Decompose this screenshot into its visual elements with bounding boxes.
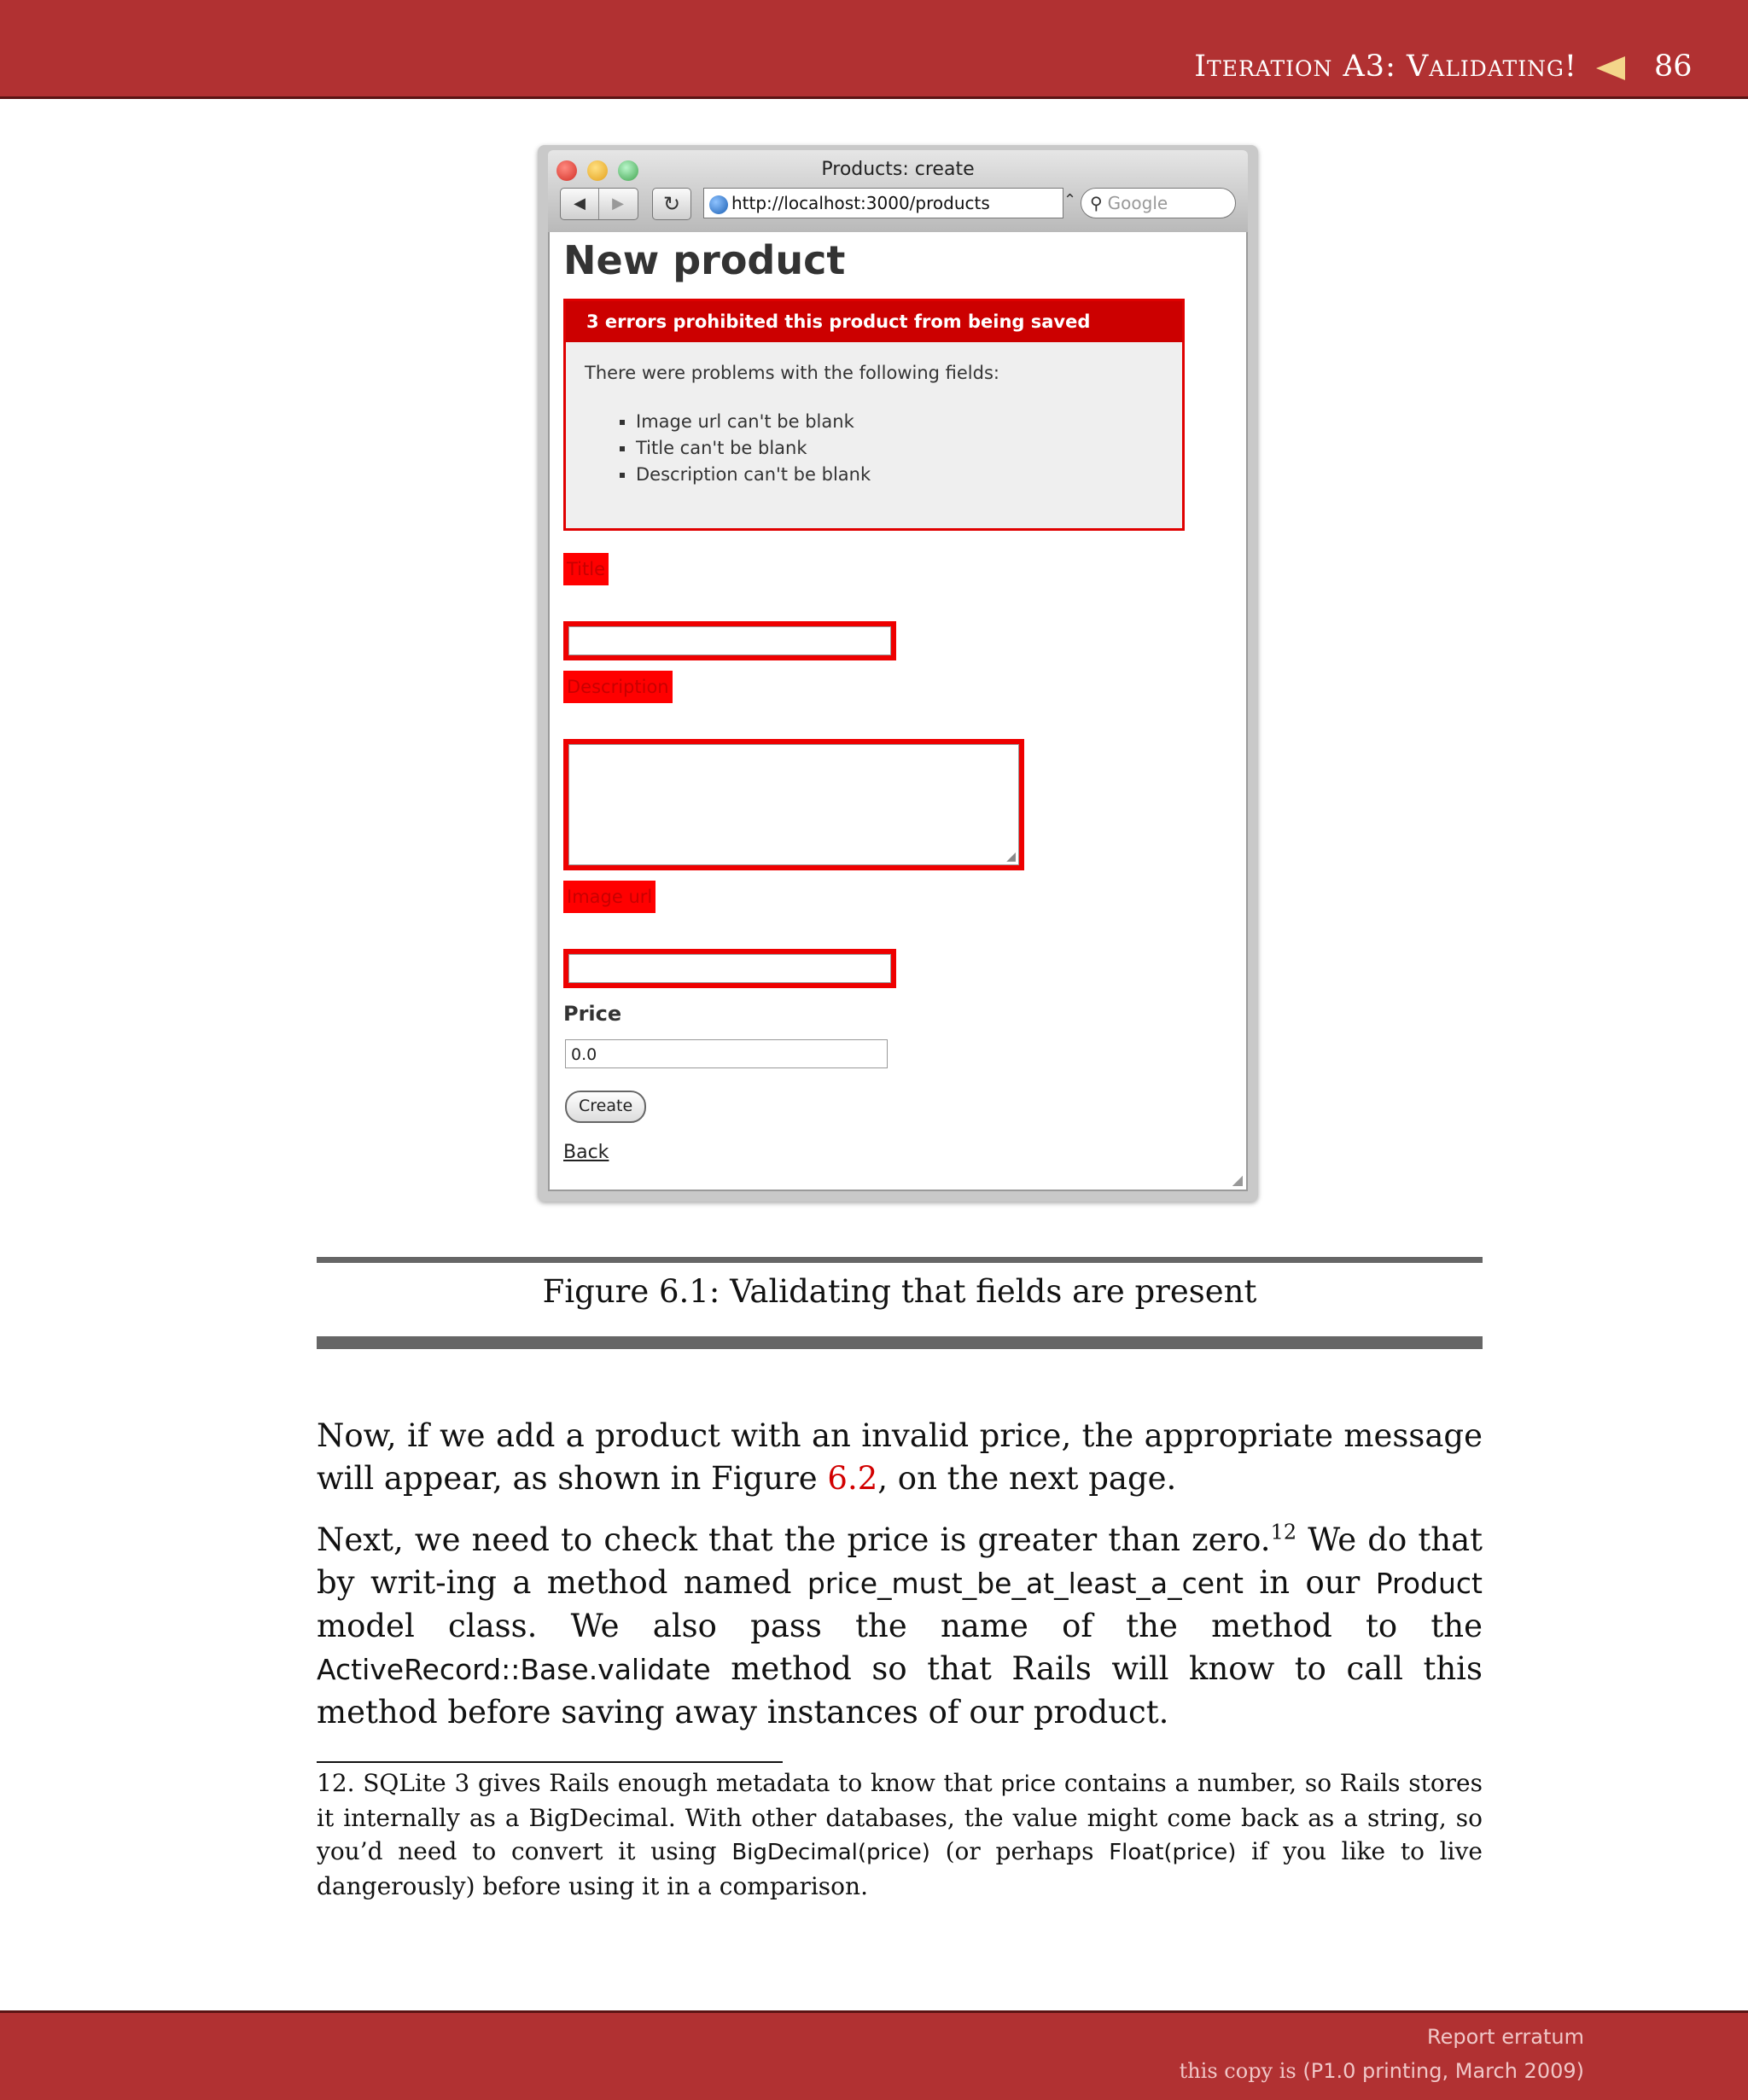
image-url-input[interactable]: [563, 949, 896, 988]
search-placeholder: Google: [1107, 193, 1168, 213]
figure-ref-link[interactable]: 6.2: [827, 1460, 878, 1497]
footnote: 12. SQLite 3 gives Rails enough metadata to know that price contains a number, so Rails stores it internally as a BigDecimal. With other databases, the value might come back as a string, so you’d need to convert it using BigDecimal(price) (or perhaps Float(price) if you like to live dangerously) before using it in a comparison.: [317, 1769, 1483, 1900]
page-viewport: [548, 232, 1248, 1191]
back-arrow-icon[interactable]: [1596, 56, 1625, 80]
error-intro: There were problems with the following fields:: [585, 363, 999, 383]
paragraph: Now, if we add a product with an invalid price, the appropriate message will appear, as shown in Figure 6.2, on the next page.: [317, 1417, 1483, 1497]
title-label: Title: [563, 553, 609, 585]
copy-notice: this copy is (P1.0 printing, March 2009): [1179, 2059, 1584, 2083]
image-url-label: Image url: [563, 881, 656, 913]
code-term: ActiveRecord::Base.validate: [317, 1653, 711, 1686]
error-list: [585, 409, 871, 488]
back-icon[interactable]: ◀: [561, 189, 599, 219]
forward-icon[interactable]: ▶: [612, 195, 624, 212]
figure-caption: Figure 6.1: Validating that fields are present: [542, 1273, 1257, 1310]
code-term: price_must_be_at_least_a_cent: [807, 1567, 1244, 1600]
error-item: ▪ Title can't be blank: [636, 435, 871, 462]
error-heading: 3 errors prohibited this product from being saved: [566, 301, 1182, 342]
error-explanation: [563, 299, 1185, 531]
page-number: 86: [1654, 49, 1693, 84]
price-label: Price: [563, 1002, 622, 1026]
window-resize-icon[interactable]: ◢: [1232, 1172, 1243, 1188]
paragraph: Next, we need to check that the price is greater than zero.$^{12}$ We do that by writ-ing a method named price_must_be_at_least_a_cent in our Product model class. We also pass the name of the method to the ActiveRecord::Base.validate method so that Rails will know to call this method before saving away instances of our product.: [317, 1520, 1483, 1731]
error-item: ▪ Image url can't be blank: [636, 409, 871, 435]
running-title: Iteration A3: Validating!: [1194, 49, 1577, 84]
browser-screenshot: [538, 145, 1258, 1201]
address-bar[interactable]: [703, 188, 1063, 218]
code-term: Product: [1375, 1567, 1483, 1600]
footnote-ref[interactable]: 12: [1270, 1520, 1297, 1544]
address-text: http://localhost:3000/products: [731, 193, 990, 213]
footnote-rule: [317, 1761, 783, 1763]
reload-icon[interactable]: ↻: [652, 188, 691, 220]
report-erratum-link[interactable]: Report erratum: [1427, 2025, 1584, 2049]
price-input[interactable]: 0.0: [565, 1039, 888, 1068]
globe-icon: [709, 195, 728, 214]
error-item: ▪ Description can't be blank: [636, 462, 871, 488]
history-buttons: [560, 188, 638, 220]
resize-grip-icon[interactable]: ◢: [1006, 850, 1016, 864]
caption-rule-bottom: [317, 1336, 1483, 1349]
page-title: New product: [563, 237, 846, 283]
caption-rule-top: [317, 1257, 1483, 1263]
page-header: [0, 0, 1748, 99]
window-title: Products: create: [821, 159, 975, 180]
description-textarea[interactable]: [563, 739, 1024, 870]
create-button[interactable]: Create: [565, 1091, 646, 1123]
title-input[interactable]: [563, 621, 896, 660]
page-footer: [0, 2010, 1748, 2100]
search-icon: ⚲: [1090, 193, 1103, 213]
description-label: Description: [563, 671, 673, 703]
address-dropdown-icon[interactable]: ⌃: [1063, 191, 1077, 209]
search-field[interactable]: [1081, 188, 1236, 218]
back-link[interactable]: Back: [563, 1142, 609, 1163]
browser-toolbar: [548, 150, 1248, 232]
